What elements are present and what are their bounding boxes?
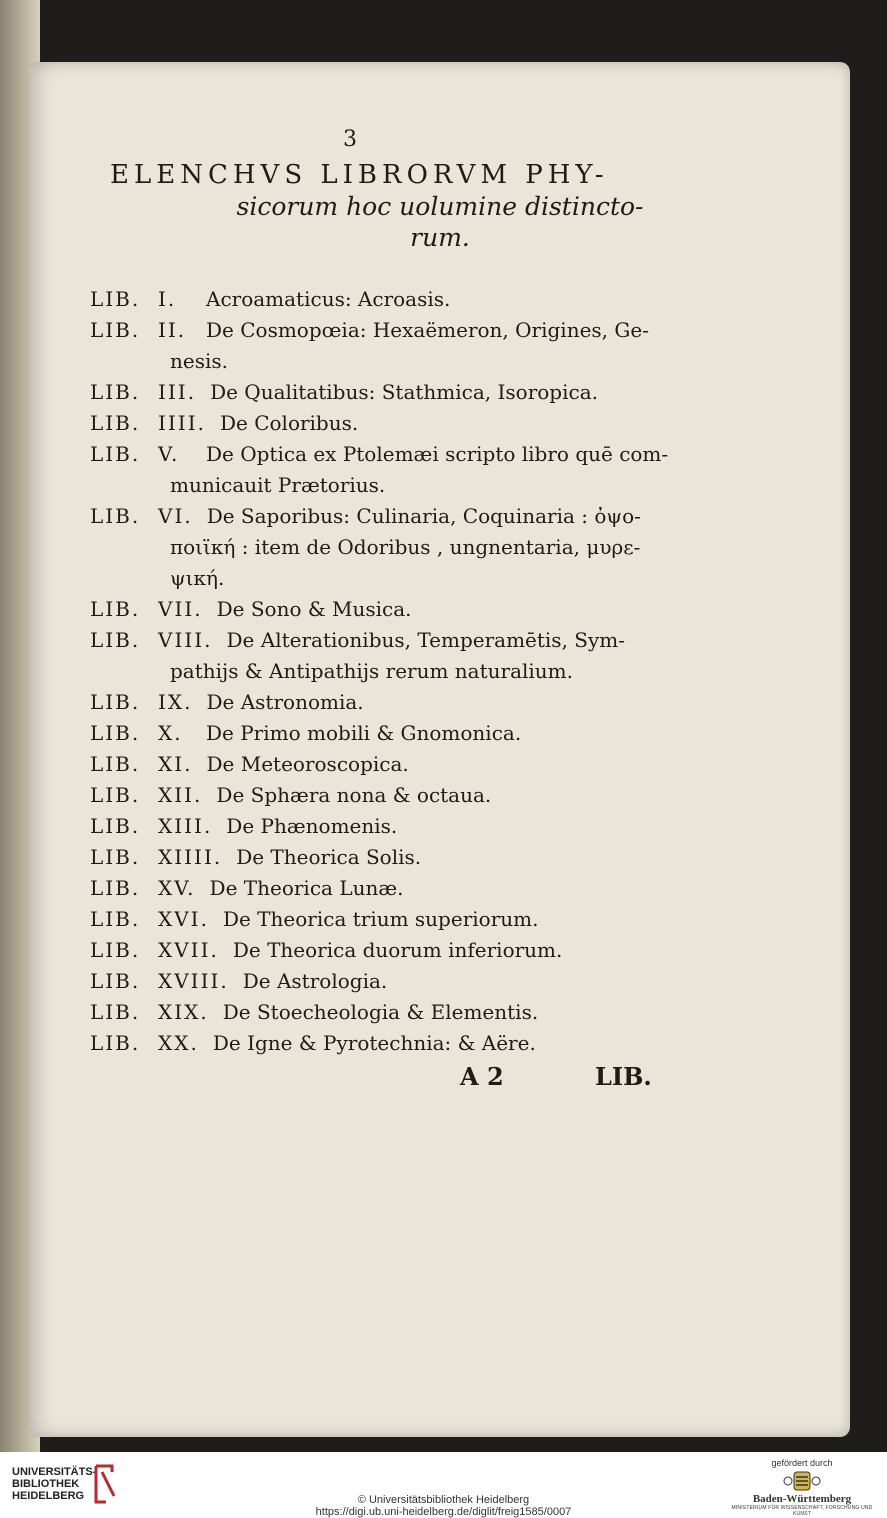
entry-number: VIII. bbox=[158, 628, 213, 652]
sponsor-label: gefördert durch bbox=[771, 1458, 833, 1468]
entry-title: De Igne & Pyrotechnia: & Aëre. bbox=[212, 1031, 536, 1055]
entry-line bbox=[90, 315, 730, 346]
page-text-block bbox=[90, 127, 730, 1059]
entry-title: De Qualitatibus: Stathmica, Isoropica. bbox=[210, 380, 598, 404]
entry-title: De Theorica duorum inferiorum. bbox=[232, 938, 563, 962]
entry-number: II. bbox=[158, 318, 187, 342]
entry-title: De Astronomia. bbox=[206, 690, 364, 714]
entry-title: Acroamaticus: Acroasis. bbox=[206, 287, 451, 311]
sponsor-subtitle: MINISTERIUM FÜR WISSENSCHAFT, FORSCHUNG UND KUNST bbox=[731, 1505, 873, 1517]
entry-number: VI. bbox=[158, 504, 193, 528]
book-entry bbox=[90, 873, 730, 904]
entry-line bbox=[90, 439, 730, 470]
entry-number: III. bbox=[158, 380, 197, 404]
entry-line bbox=[90, 594, 730, 625]
entry-lib-label: LIB. bbox=[90, 411, 141, 435]
book-entry bbox=[90, 625, 730, 687]
entry-line bbox=[90, 625, 730, 656]
entry-lib-label: LIB. bbox=[90, 814, 141, 838]
entry-line bbox=[90, 935, 730, 966]
entry-lib-label: LIB. bbox=[90, 752, 141, 776]
entry-line bbox=[90, 687, 730, 718]
entry-line bbox=[90, 718, 730, 749]
entry-lib-label: LIB. bbox=[90, 876, 141, 900]
entry-lib-label: LIB. bbox=[90, 721, 141, 745]
entry-line bbox=[90, 408, 730, 439]
entry-continuation: ποιϊκή : item de Odoribus , ungnentaria, μυρε- bbox=[170, 535, 641, 559]
entry-continuation: pathijs & Antipathijs rerum naturalium. bbox=[170, 659, 574, 683]
catchword: LIB. bbox=[595, 1062, 652, 1091]
page-number: 3 bbox=[343, 127, 357, 152]
entry-lib-label: LIB. bbox=[90, 597, 141, 621]
entry-title: De Alterationibus, Temperamētis, Sym- bbox=[226, 628, 626, 652]
entry-title: De Astrologia. bbox=[242, 969, 388, 993]
entry-line bbox=[90, 749, 730, 780]
entry-line bbox=[90, 904, 730, 935]
entry-number: XI. bbox=[158, 752, 193, 776]
copyright-text: © Universitätsbibliothek Heidelberg bbox=[357, 1494, 530, 1506]
entry-title: De Primo mobili & Gnomonica. bbox=[206, 721, 522, 745]
entry-number: XIIII. bbox=[158, 845, 223, 869]
entry-lib-label: LIB. bbox=[90, 969, 141, 993]
coat-of-arms-icon bbox=[782, 1470, 822, 1492]
entry-title: De Cosmopœia: Hexaëmeron, Origines, Ge- bbox=[206, 318, 649, 342]
entry-lib-label: LIB. bbox=[90, 690, 141, 714]
entry-title: De Sphæra nona & octaua. bbox=[216, 783, 492, 807]
entry-line bbox=[90, 780, 730, 811]
entry-lib-label: LIB. bbox=[90, 628, 141, 652]
entry-line bbox=[90, 501, 730, 532]
entry-line bbox=[90, 377, 730, 408]
book-entry bbox=[90, 594, 730, 625]
book-entry bbox=[90, 997, 730, 1028]
entry-line bbox=[90, 966, 730, 997]
entry-lib-label: LIB. bbox=[90, 1031, 141, 1055]
entry-lib-label: LIB. bbox=[90, 380, 141, 404]
entry-line bbox=[90, 811, 730, 842]
entry-line bbox=[90, 284, 730, 315]
book-entry bbox=[90, 749, 730, 780]
library-logo-text: UNIVERSITÄTS- BIBLIOTHEK HEIDELBERG bbox=[12, 1466, 97, 1502]
sponsor-block bbox=[727, 1458, 877, 1517]
entry-title: De Stoecheologia & Elementis. bbox=[222, 1000, 539, 1024]
book-entry bbox=[90, 966, 730, 997]
entry-number: IX. bbox=[158, 690, 193, 714]
entry-number: XIII. bbox=[158, 814, 213, 838]
footer-bar bbox=[0, 1452, 887, 1518]
heading-line-3: rum. bbox=[410, 223, 470, 252]
book-entry bbox=[90, 439, 730, 501]
book-entry bbox=[90, 1028, 730, 1059]
entry-title: De Theorica trium superiorum. bbox=[222, 907, 539, 931]
book-entry bbox=[90, 377, 730, 408]
entry-lib-label: LIB. bbox=[90, 907, 141, 931]
entry-number: XII. bbox=[158, 783, 203, 807]
entry-continuation: nesis. bbox=[170, 349, 228, 373]
book-entry bbox=[90, 811, 730, 842]
entry-line bbox=[90, 1028, 730, 1059]
book-entry bbox=[90, 904, 730, 935]
entry-title: De Meteoroscopica. bbox=[206, 752, 409, 776]
book-entry bbox=[90, 718, 730, 749]
book-entry bbox=[90, 315, 730, 377]
entry-line bbox=[90, 842, 730, 873]
entry-number: VII. bbox=[158, 597, 203, 621]
entry-number: XVII. bbox=[158, 938, 219, 962]
book-entry bbox=[90, 501, 730, 594]
entry-number: XX. bbox=[158, 1031, 199, 1055]
entry-title: De Optica ex Ptolemæi scripto libro quē com- bbox=[206, 442, 669, 466]
entry-title: De Phænomenis. bbox=[226, 814, 398, 838]
entry-lib-label: LIB. bbox=[90, 938, 141, 962]
entry-number: XV. bbox=[158, 876, 196, 900]
entry-number: IIII. bbox=[158, 411, 206, 435]
entry-title: De Theorica Solis. bbox=[236, 845, 422, 869]
permalink[interactable]: https://digi.ub.uni-heidelberg.de/diglit/freig1585/0007 bbox=[315, 1506, 572, 1518]
entry-number: XVI. bbox=[158, 907, 209, 931]
book-entry bbox=[90, 780, 730, 811]
signature-mark: A 2 bbox=[460, 1062, 504, 1091]
entry-lib-label: LIB. bbox=[90, 442, 141, 466]
book-entry bbox=[90, 842, 730, 873]
book-list bbox=[90, 284, 730, 1059]
entry-lib-label: LIB. bbox=[90, 504, 141, 528]
entry-number: XIX. bbox=[158, 1000, 209, 1024]
book-entry bbox=[90, 408, 730, 439]
entry-continuation: ψική. bbox=[170, 566, 225, 590]
entry-lib-label: LIB. bbox=[90, 318, 141, 342]
sponsor-name: Baden-Württemberg bbox=[752, 1493, 852, 1505]
entry-number: V. bbox=[158, 442, 180, 466]
entry-line bbox=[90, 997, 730, 1028]
entry-title: De Coloribus. bbox=[219, 411, 359, 435]
entry-title: De Sono & Musica. bbox=[216, 597, 412, 621]
entry-lib-label: LIB. bbox=[90, 845, 141, 869]
entry-number: X. bbox=[158, 721, 183, 745]
entry-number: XVIII. bbox=[158, 969, 229, 993]
heading-line-2: sicorum hoc uolumine distincto- bbox=[236, 192, 644, 221]
entry-lib-label: LIB. bbox=[90, 1000, 141, 1024]
entry-number: I. bbox=[158, 287, 177, 311]
entry-title: De Theorica Lunæ. bbox=[209, 876, 404, 900]
entry-continuation: municauit Prætorius. bbox=[170, 473, 386, 497]
entry-lib-label: LIB. bbox=[90, 783, 141, 807]
book-entry bbox=[90, 687, 730, 718]
entry-title: De Saporibus: Culinaria, Coquinaria : ὀψο- bbox=[206, 504, 641, 528]
book-entry bbox=[90, 284, 730, 315]
book-entry bbox=[90, 935, 730, 966]
entry-lib-label: LIB. bbox=[90, 287, 141, 311]
entry-line bbox=[90, 873, 730, 904]
book-page bbox=[30, 62, 850, 1437]
heading-line-1: ELENCHVS LIBRORVM PHY- bbox=[110, 160, 609, 190]
